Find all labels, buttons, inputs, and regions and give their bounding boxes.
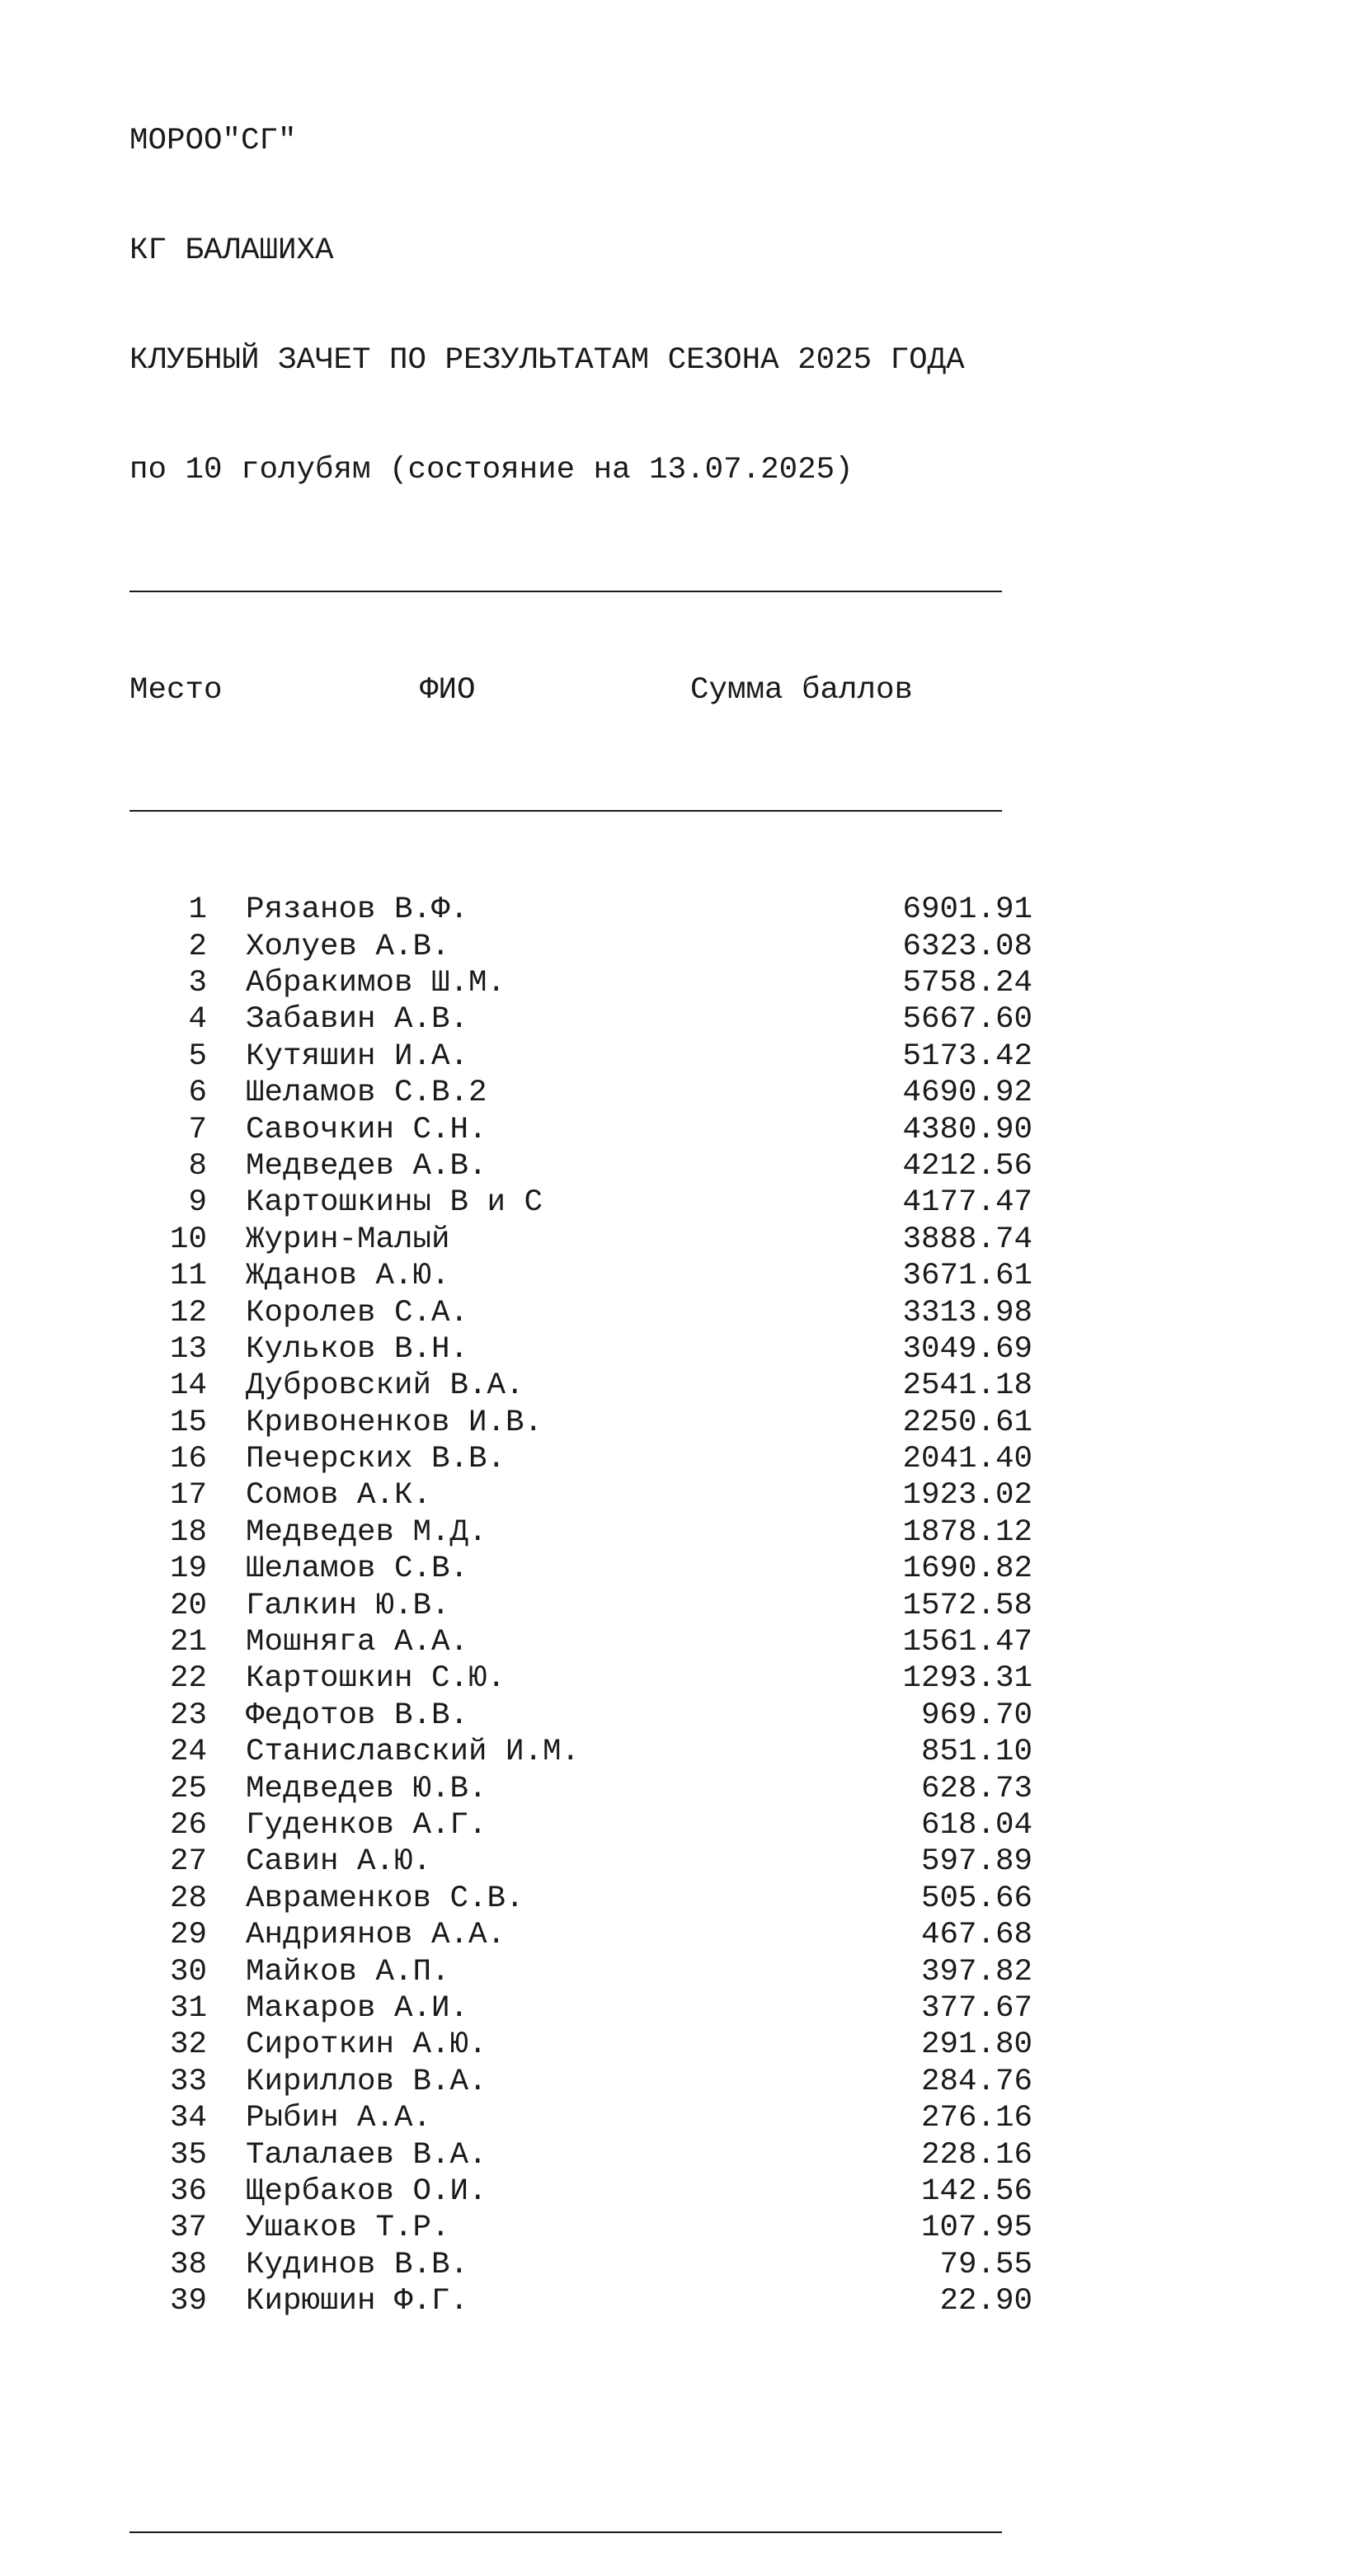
table-row: [129, 2283, 1032, 2319]
row-place: 6: [188, 1076, 207, 1111]
row-score: 5173.42: [902, 1038, 1032, 1074]
row-score: 2541.18: [902, 1368, 1032, 1404]
table-row: [129, 965, 1032, 1001]
row-name: Гуденков А.Г.: [246, 1808, 487, 1843]
row-score: 1923.02: [902, 1478, 1032, 1514]
row-place: 21: [169, 1625, 207, 1660]
row-name: Шеламов С.В.2: [246, 1076, 487, 1111]
row-score: 2250.61: [902, 1405, 1032, 1440]
row-place: 12: [169, 1295, 207, 1330]
row-place: 31: [169, 1990, 207, 2026]
table-row: [129, 1148, 1032, 1184]
table-row: [129, 1844, 1032, 1880]
row-place: 25: [169, 1771, 207, 1806]
row-name: Савин А.Ю.: [246, 1844, 432, 1880]
table-row: [129, 2137, 1032, 2173]
row-score: 5667.60: [902, 1002, 1032, 1038]
club-name: КГ БАЛАШИХА: [129, 233, 334, 269]
row-place: 36: [169, 2173, 207, 2209]
row-place: 10: [169, 1222, 207, 1257]
table-row: [129, 1405, 1032, 1441]
row-place: 18: [169, 1514, 207, 1550]
row-name: Кутяшин И.А.: [246, 1038, 469, 1074]
row-place: 27: [169, 1844, 207, 1880]
row-place: 16: [169, 1442, 207, 1477]
row-place: 32: [169, 2027, 207, 2063]
row-place: 28: [169, 1881, 207, 1916]
row-score: 4177.47: [902, 1185, 1032, 1221]
row-place: 22: [169, 1661, 207, 1697]
row-score: 6901.91: [902, 892, 1032, 928]
row-name: Андриянов А.А.: [246, 1918, 506, 1953]
table-row: [129, 2027, 1032, 2063]
table-row: [129, 2210, 1032, 2246]
table-row: [129, 1038, 1032, 1075]
table-row: [129, 1112, 1032, 1148]
row-score: 5758.24: [902, 966, 1032, 1001]
row-score: 467.68: [920, 1918, 1032, 1953]
table-row: [129, 2247, 1032, 2283]
row-place: 2: [188, 929, 207, 964]
row-score: 3313.98: [902, 1295, 1032, 1330]
row-score: 851.10: [920, 1735, 1032, 1770]
row-place: 15: [169, 1405, 207, 1440]
row-name: Кирюшин Ф.Г.: [246, 2284, 469, 2319]
table-row: [129, 1660, 1032, 1697]
row-place: 4: [188, 1002, 207, 1038]
row-place: 39: [169, 2284, 207, 2319]
row-score: 6323.08: [902, 929, 1032, 964]
row-score: 3049.69: [902, 1331, 1032, 1367]
row-name: Сомов А.К.: [246, 1478, 432, 1514]
row-place: 3: [188, 966, 207, 1001]
row-name: Картошкин С.Ю.: [246, 1661, 506, 1697]
row-score: 1690.82: [902, 1552, 1032, 1587]
row-place: 33: [169, 2064, 207, 2099]
row-place: 9: [188, 1185, 207, 1221]
top-divider: [129, 563, 1020, 599]
table-header: [129, 672, 1020, 709]
row-name: Майков А.П.: [246, 1954, 450, 1990]
row-score: 1561.47: [902, 1625, 1032, 1660]
table-row: [129, 929, 1032, 965]
row-name: Сироткин А.Ю.: [246, 2027, 487, 2063]
row-name: Шеламов С.В.: [246, 1552, 469, 1587]
table-row: [129, 1990, 1032, 2027]
row-score: 228.16: [920, 2137, 1032, 2173]
row-score: 284.76: [920, 2064, 1032, 2099]
row-place: 19: [169, 1552, 207, 1587]
row-name: Талалаев В.А.: [246, 2137, 487, 2173]
table-row: [129, 1295, 1032, 1331]
row-place: 11: [169, 1259, 207, 1294]
row-score: 4212.56: [902, 1148, 1032, 1184]
row-score: 4380.90: [902, 1112, 1032, 1147]
table-row: [129, 1551, 1032, 1587]
row-place: 38: [169, 2247, 207, 2282]
row-name: Мошняга А.А.: [246, 1625, 469, 1660]
row-score: 1293.31: [902, 1661, 1032, 1697]
row-score: 3671.61: [902, 1259, 1032, 1294]
row-score: 79.55: [939, 2247, 1032, 2282]
table-row: [129, 1001, 1032, 1038]
row-name: Станиславский И.М.: [246, 1735, 581, 1770]
table-row: [129, 1881, 1032, 1917]
row-place: 37: [169, 2211, 207, 2246]
row-score: 2041.40: [902, 1442, 1032, 1477]
row-place: 29: [169, 1918, 207, 1953]
document-page: [129, 49, 1032, 2576]
row-score: 969.70: [920, 1698, 1032, 1733]
table-row: [129, 2064, 1032, 2100]
row-name: Дубровский В.А.: [246, 1368, 524, 1404]
column-header-place: Место: [129, 672, 223, 708]
results-table-body: [129, 892, 1032, 2319]
row-name: Рыбин А.А.: [246, 2101, 432, 2136]
table-row: [129, 1331, 1032, 1368]
row-name: Медведев М.Д.: [246, 1514, 487, 1550]
row-name: Ушаков Т.Р.: [246, 2211, 450, 2246]
table-row: [129, 1222, 1032, 1258]
table-row: [129, 1771, 1032, 1807]
row-score: 505.66: [920, 1881, 1032, 1916]
table-row: [129, 1588, 1032, 1624]
row-name: Савочкин С.Н.: [246, 1112, 487, 1147]
row-place: 30: [169, 1954, 207, 1990]
row-name: Рязанов В.Ф.: [246, 892, 469, 928]
row-place: 34: [169, 2101, 207, 2136]
row-name: Королев С.А.: [246, 1295, 469, 1330]
row-score: 1572.58: [902, 1588, 1032, 1623]
table-row: [129, 2100, 1032, 2136]
row-place: 20: [169, 1588, 207, 1623]
row-score: 597.89: [920, 1844, 1032, 1880]
row-place: 24: [169, 1735, 207, 1770]
spacer: [129, 2393, 1020, 2429]
row-place: 5: [188, 1038, 207, 1074]
row-name: Кудинов В.В.: [246, 2247, 469, 2282]
row-name: Печерских В.В.: [246, 1442, 506, 1477]
row-score: 3888.74: [902, 1222, 1032, 1257]
table-row: [129, 1807, 1032, 1844]
table-row: [129, 1258, 1032, 1294]
row-name: Картошкины В и С: [246, 1185, 543, 1221]
table-row: [129, 2173, 1032, 2210]
row-place: 35: [169, 2137, 207, 2173]
row-name: Абракимов Ш.М.: [246, 966, 506, 1001]
row-score: 4690.92: [902, 1076, 1032, 1111]
row-place: 14: [169, 1368, 207, 1404]
row-score: 22.90: [939, 2284, 1032, 2319]
row-place: 26: [169, 1808, 207, 1843]
table-row: [129, 1954, 1032, 1990]
row-place: 17: [169, 1478, 207, 1514]
column-header-name: ФИО: [420, 672, 476, 708]
row-name: Макаров А.И.: [246, 1990, 469, 2026]
row-score: 276.16: [920, 2101, 1032, 2136]
row-name: Холуев А.В.: [246, 929, 450, 964]
header-divider: [129, 782, 1020, 818]
row-score: 142.56: [920, 2173, 1032, 2209]
row-score: 397.82: [920, 1954, 1032, 1990]
row-name: Медведев Ю.В.: [246, 1771, 487, 1806]
row-place: 8: [188, 1148, 207, 1184]
table-row: [129, 1184, 1032, 1221]
table-row: [129, 1477, 1032, 1514]
table-row: [129, 1624, 1032, 1660]
row-score: 628.73: [920, 1771, 1032, 1806]
table-row: [129, 1514, 1032, 1551]
row-name: Галкин Ю.В.: [246, 1588, 450, 1623]
document-title: КЛУБНЫЙ ЗАЧЕТ ПО РЕЗУЛЬТАТАМ СЕЗОНА 2025 ГОДА: [129, 343, 965, 379]
row-name: Кульков В.Н.: [246, 1331, 469, 1367]
row-place: 1: [188, 892, 207, 928]
table-row: [129, 1698, 1032, 1734]
row-score: 377.67: [920, 1990, 1032, 2026]
row-place: 7: [188, 1112, 207, 1147]
bottom-divider: [129, 2503, 1020, 2539]
row-score: 291.80: [920, 2027, 1032, 2063]
column-header-score: Сумма баллов: [690, 672, 914, 708]
table-row: [129, 1075, 1032, 1111]
row-score: 1878.12: [902, 1514, 1032, 1550]
table-row: [129, 1368, 1032, 1404]
table-row: [129, 892, 1032, 928]
row-name: Авраменков С.В.: [246, 1881, 524, 1916]
row-score: 107.95: [920, 2211, 1032, 2246]
row-score: 618.04: [920, 1808, 1032, 1843]
row-name: Забавин А.В.: [246, 1002, 469, 1038]
row-name: Журин-Малый: [246, 1222, 450, 1257]
row-name: Щербаков О.И.: [246, 2173, 487, 2209]
table-row: [129, 1917, 1032, 1953]
row-name: Кривоненков И.В.: [246, 1405, 543, 1440]
row-name: Жданов А.Ю.: [246, 1259, 450, 1294]
row-place: 23: [169, 1698, 207, 1733]
org-name: МОРОО"СГ": [129, 123, 297, 158]
row-place: 13: [169, 1331, 207, 1367]
table-row: [129, 1441, 1032, 1477]
row-name: Федотов В.В.: [246, 1698, 469, 1733]
table-row: [129, 1734, 1032, 1770]
row-name: Кириллов В.А.: [246, 2064, 487, 2099]
document-subtitle: по 10 голубям (состояние на 13.07.2025): [129, 453, 854, 488]
row-name: Медведев А.В.: [246, 1148, 487, 1184]
